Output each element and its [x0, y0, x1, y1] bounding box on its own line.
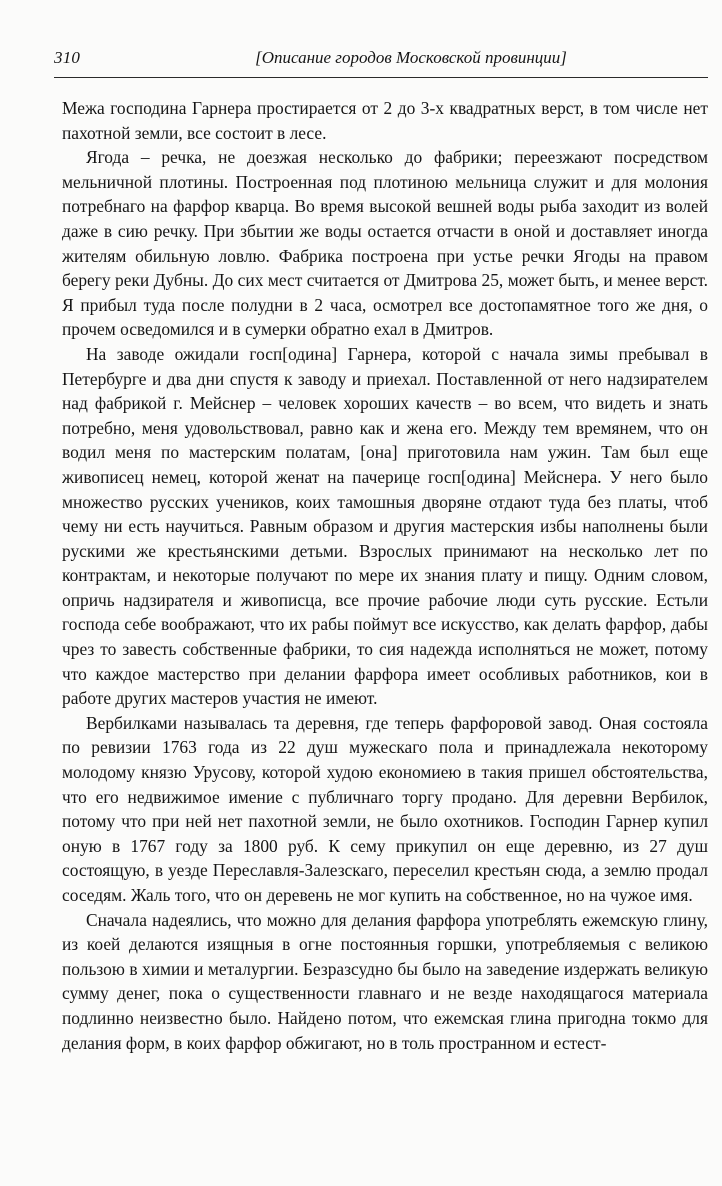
paragraph-4: Вербилками называлась та деревня, где теперь фарфоровой завод. Оная состояла по ревизии 1763 года из 22 душ мужескаго пола и принадлежала некоторому молодому князю Урусову, которой худою економиею в такия пришел обстоятельства, что его недвижимое имение с публичнаго торгу продано. Для деревни Вербилок, потому что при ней нет пахотной земли, не было охотников. Господин Гарнер купил оную в 1767 году за 1800 руб. К сему прикупил он еще деревню, из 27 душ состоящую, в уезде Переславля-Залезскаго, переселил крестьян сюда, а землю продал соседям. Жаль того, что он деревень не мог купить на собственное, но на чужое имя.: [62, 712, 708, 905]
paragraph-1: Межа господина Гарнера простирается от 2 до 3-х квадратных верст, в том числе нет пахотной земли, все состоит в лесе.: [62, 98, 708, 143]
page-header: [54, 46, 708, 76]
running-title: [Описание городов Московской провинции]: [255, 48, 567, 67]
header-divider: [54, 77, 708, 78]
body-text: [62, 96, 708, 1055]
paragraph-3: На заводе ожидали госп[одина] Гарнера, которой с начала зимы пребывал в Петербурге и два дни спустя к заводу и приехал. Поставленной от него надзирателем над фабрикой г. Мейснер – человек хороших качеств – во всем, что видеть и знать потребно, меня удовольствовал, равно как и жена его. Между тем времянем, что он водил меня по мастерским полатам, [она] приготовила нам ужин. Там был еще живописец немец, которой женат на пачерице госп[одина] Мейснера. У него было множество русских учеников, коих тамошныя дворяне отдают туда без платы, чтоб чему ни есть научиться. Равным образом и другия мастерския избы наполнены были рускими же крестьянскими детьми. Взрослых принимают на несколько лет по контрактам, и некоторые получают по мере их знания плату и пищу. Одним словом, опричь надзирателя и живописца, все прочие рабочие люди суть русские. Естьли господа себе воображают, что их рабы поймут все искусство, как делать фарфор, дабы чрез то завесть собственные фабрики, то сия надежда исполняться не может, потому что каждое мастерство при делании фарфора имеет особливых работников, кои в работе других мастеров участия не имеют.: [62, 343, 708, 709]
paragraph-5: Сначала надеялись, что можно для делания фарфора употреблять ежемскую глину, из коей делаются изящныя в огне постоянныя горшки, употребляемыя с великою пользою в химии и металургии. Безразсудно бы было на заведение издержать великую сумму денег, пока о существенности главнаго и не везде находящагося материала подлинно неизвестно было. Найдено потом, что ежемская глина пригодна токмо для делания форм, в коих фарфор обжигают, но в толь пространном и естест-: [62, 909, 708, 1053]
page-number: 310: [54, 48, 81, 67]
paragraph-2: Ягода – речка, не доезжая несколько до фабрики; переезжают посредством мельничной плотины. Построенная под плотиною мельница служит и для молония потребнаго на фарфор кварца. Во время высокой вешней воды рыба заходит из волей даже в сию речку. При збытии же воды остается отчасти в оной и доставляет иногда жителям обильную ловлю. Фабрика построена при устье речки Ягоды на правом берегу реки Дубны. До сих мест считается от Дмитрова 25, может быть, и менее верст. Я прибыл туда после полудни в 2 часа, осмотрел все достопамятное того же дня, о прочем осведомился и в сумерки обратно ехал в Дмитров.: [62, 147, 708, 340]
